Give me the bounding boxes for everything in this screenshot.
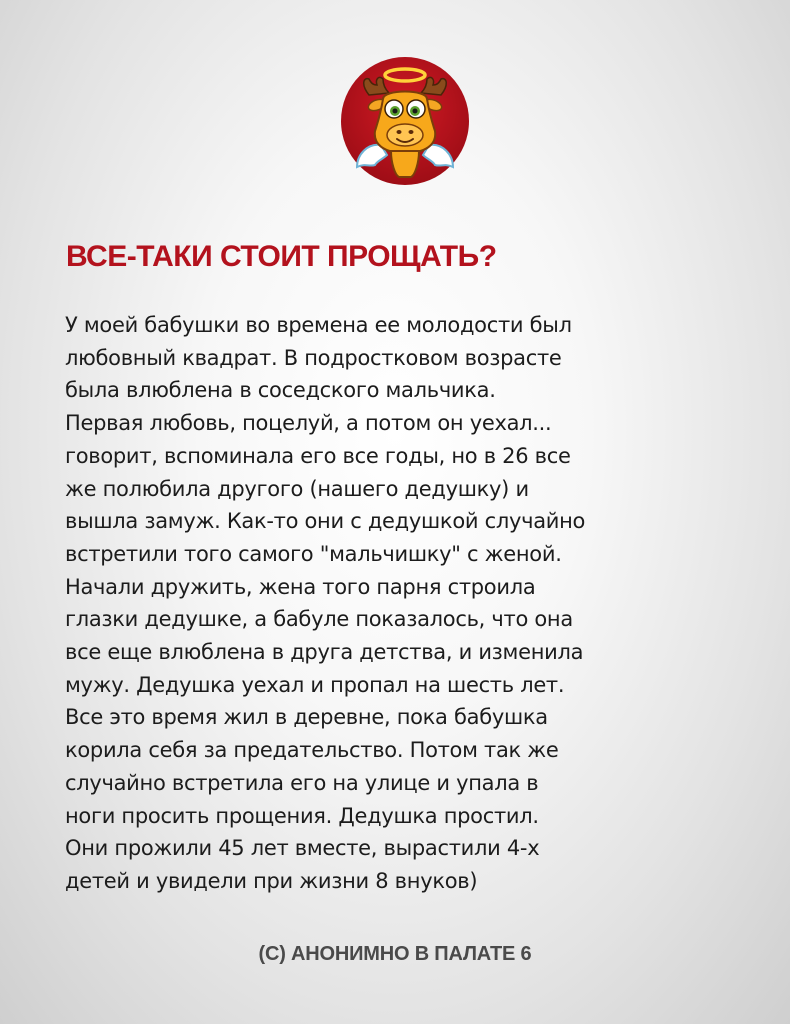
story-line: мужу. Дедушка уехал и пропал на шесть лет. [65,672,565,697]
story-line: У моей бабушки во времена ее молодости был [65,313,572,337]
story-line: была влюблена в соседского мальчика. [65,378,496,403]
story-line: любовный квадрат. В подростковом возрасте [65,345,562,370]
story-line: корила себя за предательство. Потом так же [65,738,559,763]
story-line: встретили того самого "мальчишку" с женой. [65,541,562,566]
story-line: случайно встретила его на улице и упала в [65,770,539,795]
story-text [65,309,735,898]
story-line: же полюбила другого (нашего дедушку) и [65,476,529,501]
story-line: Все это время жил в деревне, пока бабушка [65,705,548,730]
story-line: детей и увидели при жизни 8 внуков) [65,868,478,893]
brand-logo [339,55,471,187]
story-line: говорит, вспоминала его все годы, но в 26 все [65,443,571,468]
story-line: ноги просить прощения. Дедушка простил. [65,803,539,828]
story-line: глазки дедушке, а бабуле показалось, что она [65,607,573,632]
post-credit: (C) АНОНИМНО В ПАЛАТЕ 6 [258,943,532,965]
story-line: Начали дружить, жена того парня строила [65,574,536,599]
story-line: Они прожили 45 лет вместе, вырастили 4-х [65,836,540,861]
story-line: вышла замуж. Как-то они с дедушкой случайно [65,509,586,534]
angel-moose-icon [339,55,471,187]
post-title: ВСЕ-ТАКИ СТОИТ ПРОЩАТЬ? [66,240,497,273]
story-line: все еще влюблена в друга детства, и изменила [65,640,584,665]
story-line: Первая любовь, поцелуй, а потом он уехал... [65,411,552,436]
